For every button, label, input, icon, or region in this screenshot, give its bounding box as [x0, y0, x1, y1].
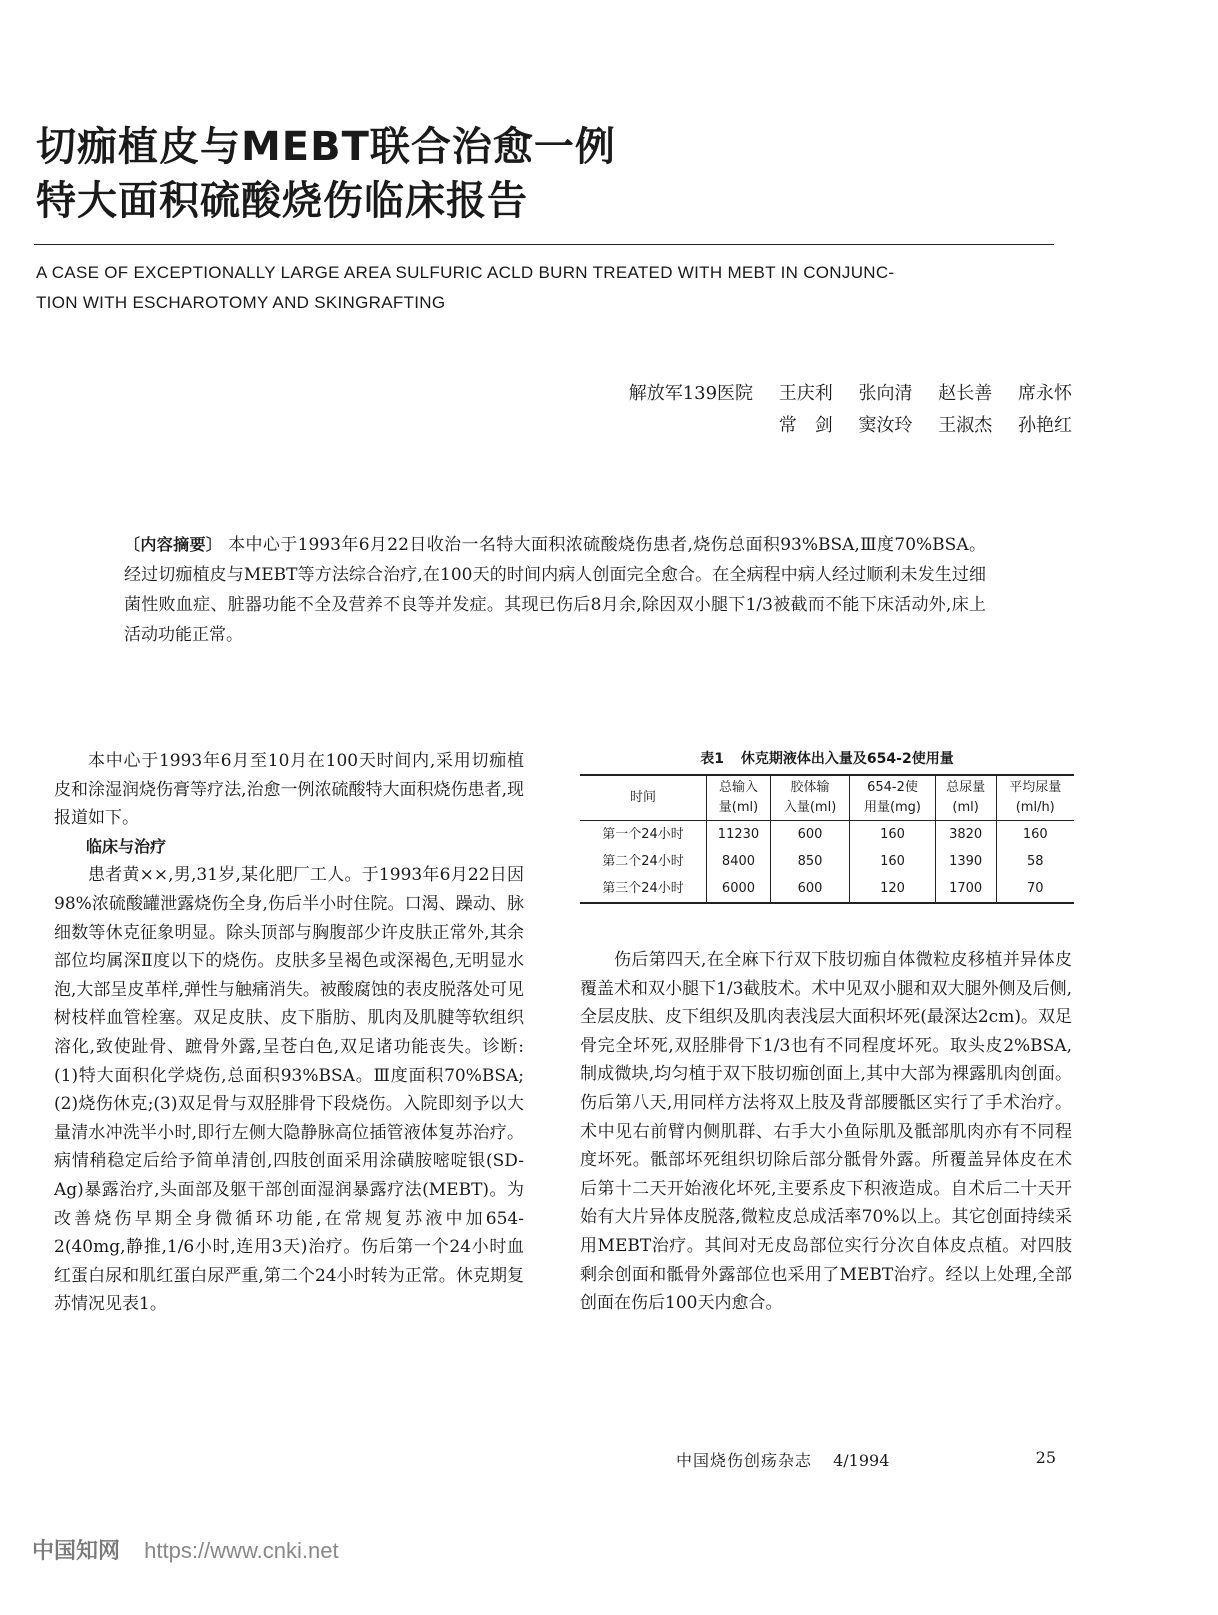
- intro-paragraph: 本中心于1993年6月至10月在100天时间内,采用切痂植皮和涂湿润烧伤膏等疗法,治愈一例浓硫酸特大面积烧伤患者,现报道如下。: [54, 751, 524, 829]
- author-row-2: [609, 410, 1072, 442]
- author-name: 孙艳红: [1018, 415, 1072, 436]
- author-name: 张向清: [858, 383, 913, 404]
- cnki-watermark: [32, 1534, 339, 1565]
- table-cell: 第一个24小时: [602, 827, 684, 842]
- table-1: [580, 748, 1074, 904]
- table-cell: 600: [770, 821, 849, 849]
- author-name: 赵长善: [938, 383, 993, 404]
- table-cell: 160: [850, 821, 936, 849]
- article-title: [36, 120, 936, 228]
- abstract-label: 〔内容摘要〕: [124, 535, 223, 554]
- fluid-table: [580, 774, 1074, 904]
- header-urine-total: 总尿量 (ml): [935, 775, 996, 821]
- table-title: 休克期液体出入量及654-2使用量: [740, 751, 954, 767]
- header-total-input: 总输入 量(ml): [707, 775, 771, 821]
- table-cell: 160: [850, 848, 936, 875]
- page-footer: [676, 1448, 1056, 1471]
- page-number: 25: [1035, 1448, 1056, 1467]
- body-column-right: [580, 946, 1072, 1318]
- section-heading: 临床与治疗: [86, 836, 167, 856]
- table-caption: [580, 748, 1074, 768]
- header-urine-avg: 平均尿量 (ml/h): [996, 775, 1074, 821]
- table-cell: 1700: [935, 875, 996, 903]
- case-paragraph: 患者黄××,男,31岁,某化肥厂工人。于1993年6月22日因98%浓硫酸罐泄露烧伤全身,伤后半小时住院。口渴、躁动、脉细数等休克征象明显。除头顶部与胸腹部少许皮肤正常外,其余部位均属深Ⅱ度以下的烧伤。皮肤多呈褐色或深褐色,无明显水泡,大部呈皮革样,弹性与触痛消失。被酸腐蚀的表皮脱落处可见树枝样血管栓塞。双足皮肤、皮下脂肪、肌肉及肌腱等软组织溶化,致使趾骨、蹠骨外露,呈苍白色,双足诸功能丧失。诊断:(1)特大面积化学烧伤,总面积93%BSA。Ⅲ度面积70%BSA;(2)烧伤休克;(3)双足骨与双胫腓骨下段烧伤。入院即刻予以大量清水冲洗半小时,即行左侧大隐静脉高位插管液体复苏治疗。病情稍稳定后给予简单清创,四肢创面采用涂磺胺嘧啶银(SD-Ag)暴露治疗,头面部及躯干部创面湿润暴露疗法(MEBT)。为改善烧伤早期全身微循环功能,在常规复苏液中加654-2(40mg,静推,1/6小时,连用3天)治疗。伤后第一个24小时血红蛋白尿和肌红蛋白尿严重,第二个24小时转为正常。休克期复苏情况见表1。: [54, 865, 524, 1315]
- body-column-left: [54, 747, 524, 1319]
- article-title-line-2: 特大面积硫酸烧伤临床报告: [36, 178, 528, 224]
- table-cell: 160: [996, 821, 1074, 849]
- table-row: [580, 875, 1074, 903]
- header-654-2: 654-2使 用量(mg): [850, 775, 936, 821]
- abstract-text: 本中心于1993年6月22日收治一名特大面积浓硫酸烧伤患者,烧伤总面积93%BSA,Ⅲ度70%BSA。经过切痂植皮与MEBT等方法综合治疗,在100天的时间内病人创面完全愈合。在全病程中病人经过顺利未发生过细菌性败血症、脏器功能不全及营养不良等并发症。其现已伤后8月余,除因双小腿下1/3被截而不能下床活动外,床上活动功能正常。: [124, 535, 986, 645]
- table-cell: 850: [770, 848, 849, 875]
- table-cell: 3820: [935, 821, 996, 849]
- author-name: 席永怀: [1018, 383, 1072, 404]
- surgery-paragraph: 伤后第四天,在全麻下行双下肢切痂自体微粒皮移植并异体皮覆盖术和双小腿下1/3截肢术。术中见双小腿和双大腿外侧及后侧,全层皮肤、皮下组织及肌肉表浅层大面积坏死(最深达2cm)。双足骨完全坏死,双胫腓骨下1/3也有不同程度坏死。取头皮2%BSA,制成微块,均匀植于双下肢切痂创面上,其中大部为裸露肌肉创面。伤后第八天,用同样方法将双上肢及背部腰骶区实行了手术治疗。术中见右前臂内侧肌群、右手大小鱼际肌及骶部肌肉亦有不同程度坏死。骶部坏死组织切除后部分骶骨外露。所覆盖异体皮在术后第十二天开始液化坏死,主要系皮下积液造成。自术后二十天开始有大片异体皮脱落,微粒皮总成活率70%以上。其它创面持续采用MEBT治疗。其间对无皮岛部位实行分次自体皮点植。对四肢剩余创面和骶骨外露部位也采用了MEBT治疗。经以上处理,全部创面在伤后100天内愈合。: [580, 950, 1072, 1314]
- table-cell: 11230: [707, 821, 771, 849]
- table-header-row: [580, 775, 1074, 821]
- english-title-line-1: A CASE OF EXCEPTIONALLY LARGE AREA SULFURIC ACLD BURN TREATED WITH MEBT IN CONJUNC-: [36, 263, 895, 282]
- table-row: [580, 848, 1074, 875]
- journal-issue: 4/1994: [833, 1451, 890, 1470]
- author-name: 窦汝玲: [858, 415, 913, 436]
- table-cell: 6000: [707, 875, 771, 903]
- english-title-line-2: TION WITH ESCHAROTOMY AND SKINGRAFTING: [36, 293, 446, 312]
- watermark-url: https://www.cnki.net: [144, 1538, 339, 1563]
- title-divider: [34, 244, 1054, 245]
- author-name: 常 剑: [778, 415, 833, 436]
- table-cell: 600: [770, 875, 849, 903]
- abstract: [124, 530, 986, 650]
- header-time: 时间: [580, 775, 707, 821]
- table-row: [580, 821, 1074, 849]
- table-cell: 58: [996, 848, 1074, 875]
- table-cell: 1390: [935, 848, 996, 875]
- table-number: 表1: [700, 751, 725, 767]
- table-cell: 第三个24小时: [580, 875, 707, 903]
- watermark-brand: 中国知网: [32, 1539, 121, 1564]
- author-row-1: [609, 378, 1072, 410]
- affiliation: 解放军139医院: [628, 383, 754, 404]
- journal-name: 中国烧伤创疡杂志: [676, 1451, 813, 1470]
- author-name: 王庆利: [778, 383, 833, 404]
- english-title: [36, 258, 1076, 318]
- header-colloid: 胶体输 入量(ml): [770, 775, 849, 821]
- author-name: 王淑杰: [938, 415, 993, 436]
- table-cell: 70: [996, 875, 1074, 903]
- table-cell: 120: [850, 875, 936, 903]
- article-title-line-1: 切痂植皮与MEBT联合治愈一例: [36, 124, 616, 170]
- author-block: [609, 378, 1072, 442]
- table-cell: 第二个24小时: [602, 854, 684, 869]
- table-cell: 8400: [707, 848, 771, 875]
